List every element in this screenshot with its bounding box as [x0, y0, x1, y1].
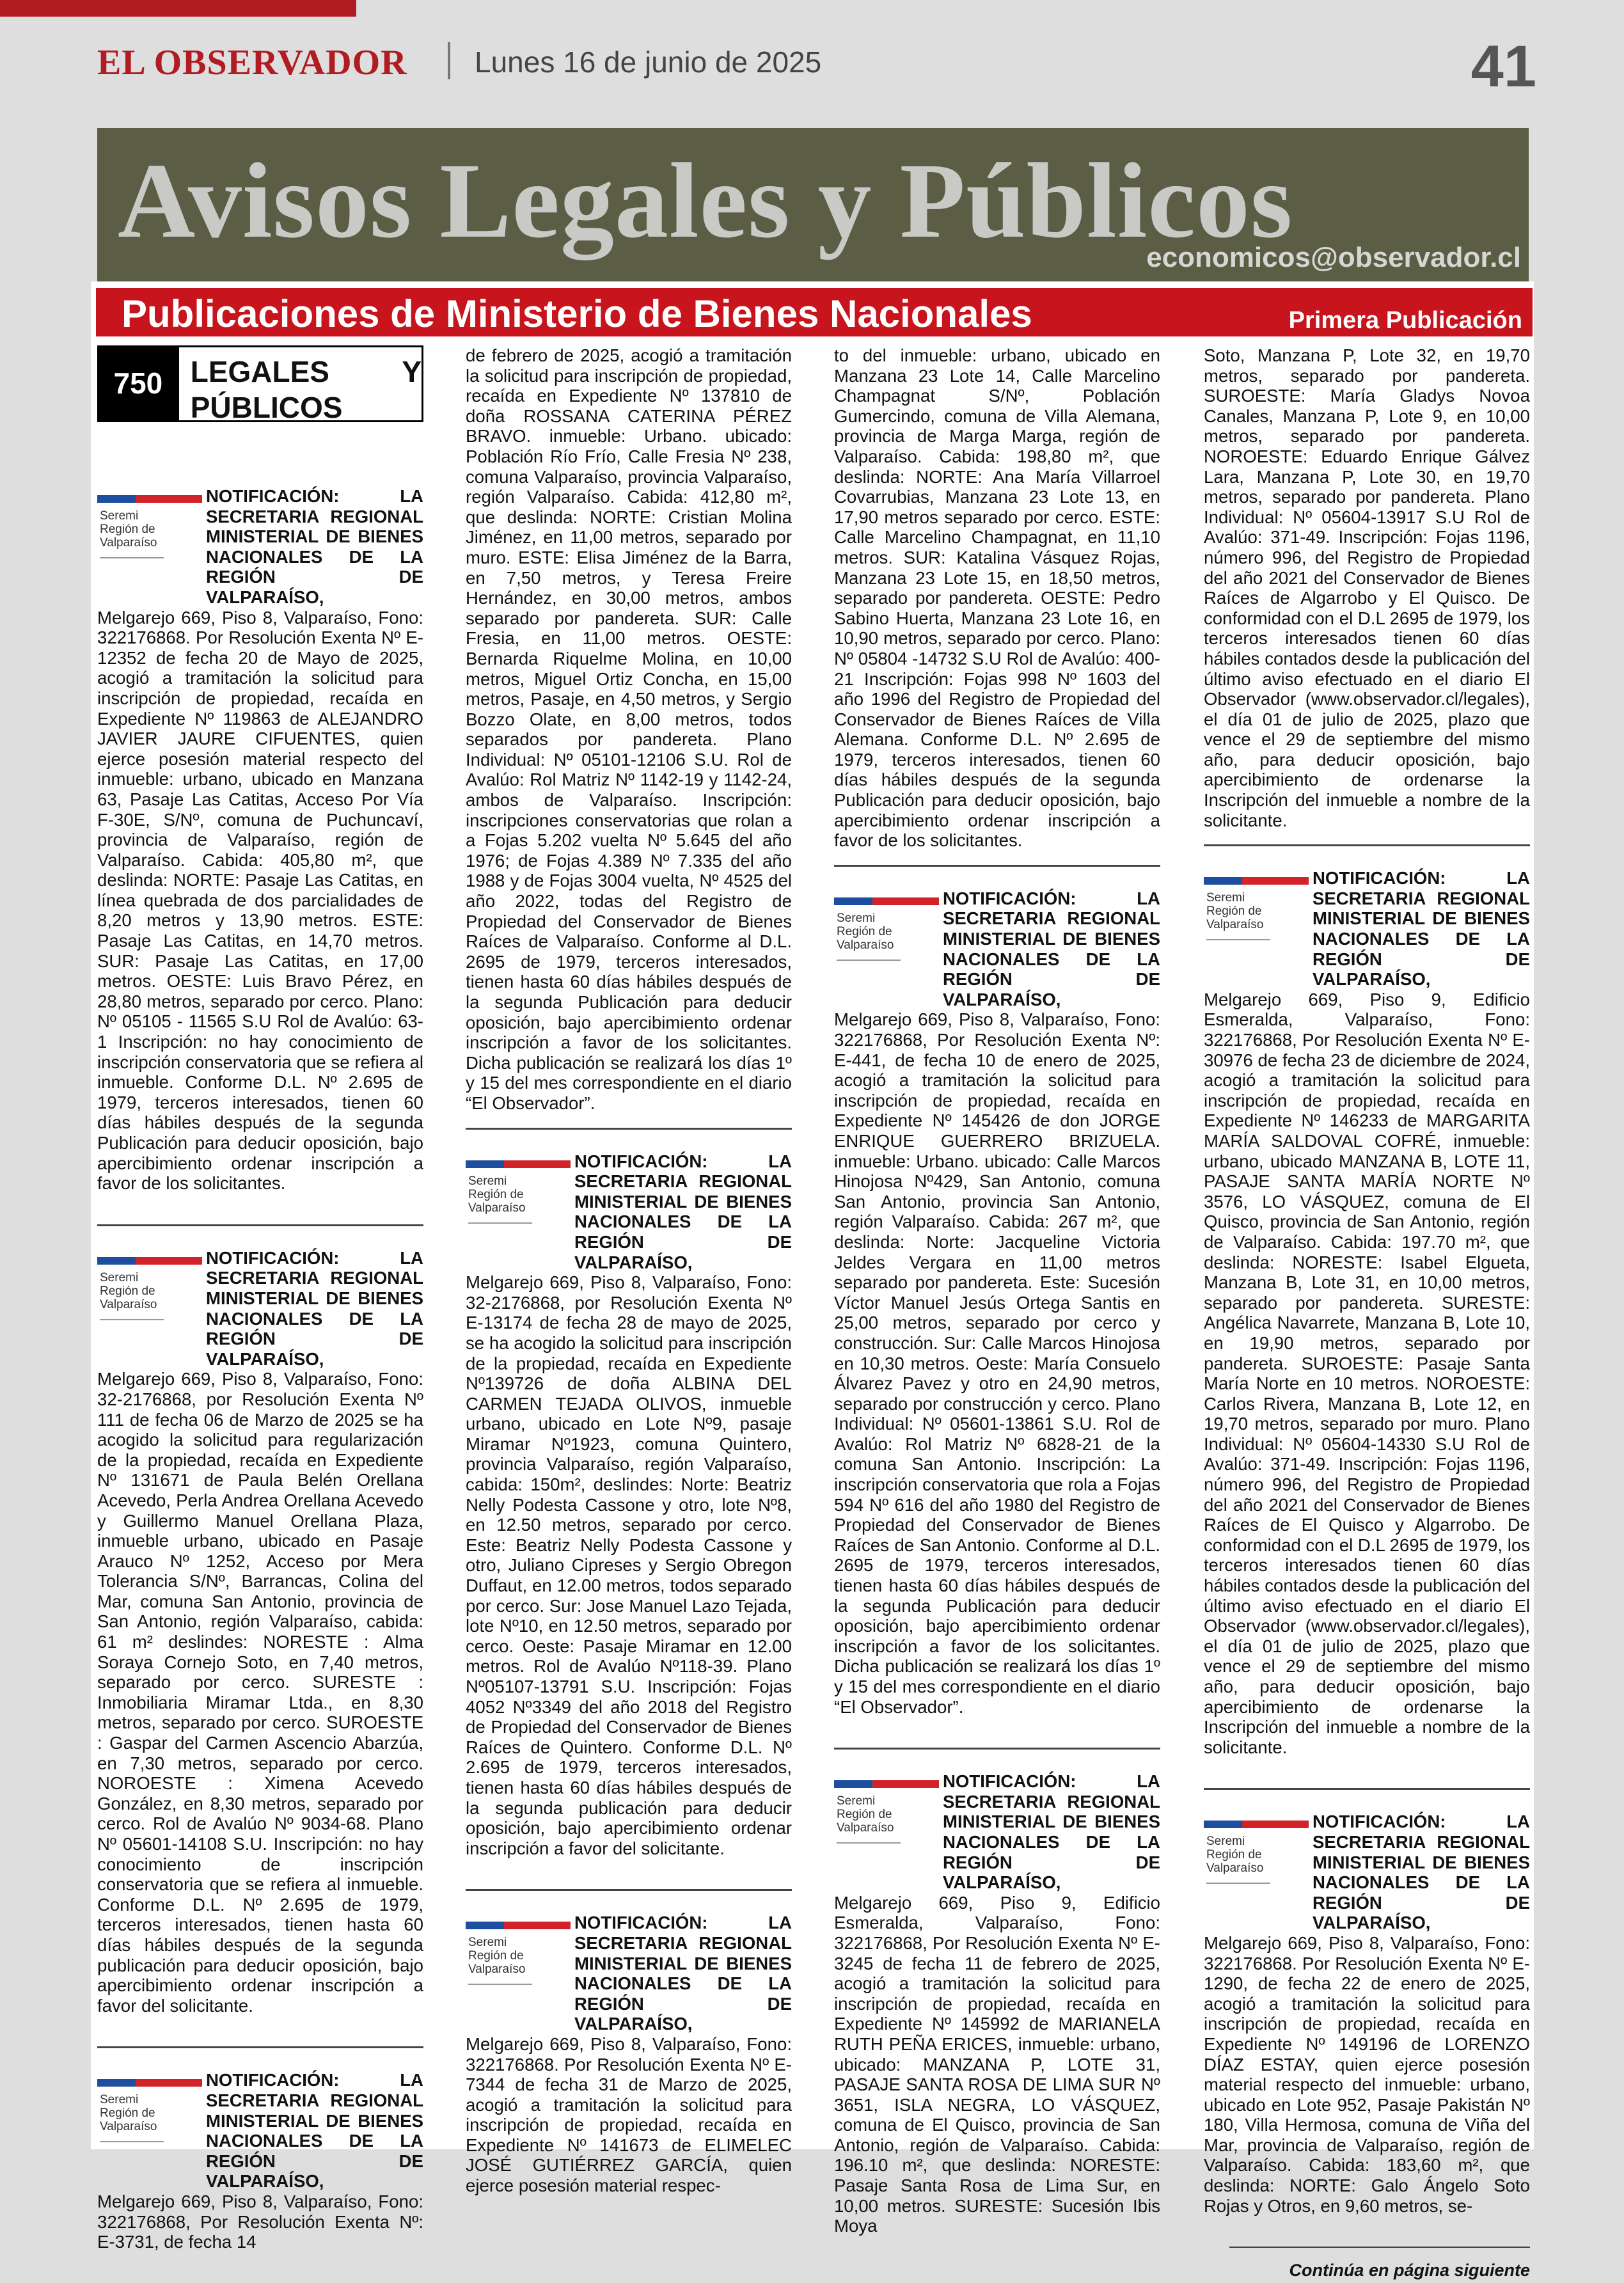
- chile-flag-icon: [97, 1257, 202, 1265]
- chile-flag-icon: [97, 495, 202, 503]
- notice-title: NOTIFICACIÓN: LA SECRETARIA REGIONAL MINISTERIAL DE BIENES NACIONALES DE LA REGIÓN DE VALPARAÍSO,: [1313, 1812, 1530, 1933]
- column-3: [834, 345, 1160, 2267]
- page-number: 41: [1470, 34, 1536, 99]
- banner-email: economicos@observador.cl: [1146, 242, 1521, 273]
- notice-title: NOTIFICACIÓN: LA SECRETARIA REGIONAL MINISTERIAL DE BIENES NACIONALES DE LA REGIÓN DE VALPARAÍSO,: [943, 888, 1160, 1009]
- notice-body-continued: to del inmueble: urbano, ubicado en Manzana 23 Lote 14, Calle Marcelino Champagnat S/Nº, Población Gumercindo, comuna de Villa Alemana, provincia de Marga Marga, región de Valparaíso. Cabida: 198,80 m², que deslinda: NORTE: Ana María Villarroel Covarrubias, Manzana 23 Lote 13, en 17,90 metros separado por cerco. ESTE: Calle Marcelino Champagnat, en 11,10 metros. SUR: Katalina Vásquez Rojas, Manzana 23 Lote 15, en 18,50 metros, separado por pandereta. OESTE: Pedro Sabino Huerta, Manzana 23 Lote 16, en 10,90 metros, separado por cerco. Plano: Nº 05804 -14732 S.U Rol de Avalúo: 400-21 Inscripción: Fojas 998 Nº 1603 del año 1996 del Registro de Propiedad del Conservador de Bienes Raíces de Villa Alemana. Conforme D.L. Nº 2.695 de 1979, terceros interesados, tienen 60 días hábiles después de la segunda Publicación para deducir oposición, bajo apercibimiento ordenar inscripción a favor de los solicitantes.: [834, 345, 1160, 851]
- seremi-logo: Seremi Región de Valparaíso: [834, 889, 943, 1010]
- chile-flag-icon: [1204, 877, 1309, 885]
- notice-divider: [97, 1224, 423, 1226]
- legal-notice: [97, 1248, 423, 2016]
- seremi-logo: Seremi Región de Valparaíso: [1204, 868, 1313, 990]
- chile-flag-icon: [834, 1780, 939, 1788]
- seremi-logo: Seremi Región de Valparaíso: [97, 2070, 206, 2192]
- notice-body-continued: Soto, Manzana P, Lote 32, en 19,70 metros, separado por pandereta. SUROESTE: María Gladys Novoa Canales, Manzana P, Lote 9, en 10,00 metros, separado por pandereta. NOROESTE: Eduardo Enrique Gálvez Lara, Manzana P, Lote 30, en 19,70 metros, separado por pandereta. Plano Individual: Nº 05604-13917 S.U Rol de Avalúo: 371-49. Inscripción: Fojas 1196, número 996, del Registro de Propiedad del año 2021 del Conservador de Bienes Raíces de Algarrobo y El Quisco. De conformidad con el D.L 2695 de 1979, los terceros interesados tienen 60 días hábiles contados desde la publicación del último aviso efectuado en el diario El Observador (www.observador.cl/legales), el día 01 de julio de 2025, plazo que vence el 29 de septiembre del mismo año, para deducir oposición, bajo apercibimiento de ordenarse la Inscripción del inmueble a nombre de la solicitante.: [1204, 345, 1530, 830]
- masthead: [97, 34, 1536, 99]
- notice-title: NOTIFICACIÓN: LA SECRETARIA REGIONAL MINISTERIAL DE BIENES NACIONALES DE LA REGIÓN DE VALPARAÍSO,: [574, 1151, 792, 1272]
- chile-flag-icon: [466, 1922, 571, 1929]
- notice-body: Melgarejo 669, Piso 8, Valparaíso, Fono: 322176868. Por Resolución Exenta Nº E-12352 de fecha 20 de Mayo de 2025, acogió a tramitación la solicitud para inscripción de propiedad, recaída en Expediente Nº 119863 de ALEJANDRO JAVIER JAURE CIFUENTES, quien ejerce posesión material respecto del inmueble: urbano, ubicado en Manzana 63, Pasaje Las Catitas, Acceso Por Vía F-30E, S/Nº, comuna de Puchuncaví, provincia de Valparaíso, región de Valparaíso. Cabida: 405,80 m², que deslinda: NORTE: Pasaje Las Catitas, en línea quebrada de dos parcialidades de 8,20 metros y 13,90 metros. ESTE: Pasaje Las Catitas, en 14,70 metros. SUR: Pasaje Las Catitas, en 17,00 metros. OESTE: Luis Bravo Pérez, en 28,80 metros, separado por cerco. Plano: Nº 05105 - 11565 S.U Rol de Avalúo: 63-1 Inscripción: no hay conocimiento de inscripción conservatoria que se refiera al inmueble. Conforme D.L. Nº 2.695 de 1979, terceros interesados, tienen 60 días hábiles después de la segunda Publicación para deducir oposición, bajo apercibimiento ordenar inscripción a favor de los solicitantes.: [97, 607, 423, 1194]
- notice-divider: [834, 865, 1160, 867]
- top-accent-bar: [0, 0, 356, 17]
- banner-title: Avisos Legales y Públicos: [118, 141, 1293, 260]
- legal-notice: [1204, 868, 1530, 1757]
- section-banner: [97, 128, 1529, 281]
- notice-divider: [834, 1748, 1160, 1750]
- chile-flag-icon: [1204, 1821, 1309, 1828]
- column-4: [1204, 345, 1530, 2281]
- page-content: [91, 281, 1534, 2280]
- notice-body: Melgarejo 669, Piso 8, Valparaíso, Fono: 322176868. Por Resolución Exenta Nº E-1290, de fecha 22 de enero de 2025, acogió a tramitación la solicitud para inscripción de propiedad, recaída en Expediente Nº 149196 de LORENZO DÍAZ ESTAY, quien ejerce posesión material respecto del inmueble: urbano, ubicado en Lote 952, Pasaje Pakistán Nº 180, Villa Hermosa, comuna de Viña del Mar, provincia de Valparaíso, región de Valparaíso. Cabida: 183,60 m², que deslinda: NORTE: Galo Ángelo Soto Rojas y Otros, en 9,60 metros, se-: [1204, 1932, 1530, 2216]
- publication-header-title: Publicaciones de Ministerio de Bienes Nacionales: [122, 292, 1032, 335]
- continue-divider: [1229, 2247, 1530, 2248]
- column-1: [97, 345, 423, 2283]
- notice-body: Melgarejo 669, Piso 9, Edificio Esmeralda, Valparaíso, Fono: 322176868, Por Resolución Exenta Nº E-30976 de fecha 23 de diciembre de 2024, acogió a tramitación la solicitud para inscripción de propiedad, recaída en Expediente Nº 146233 de MARGARITA MARÍA SALDOVAL COFRÉ, inmueble: urbano, ubicado MANZANA B, LOTE 11, PASAJE SANTA MARÍA NORTE Nº 3576, LO VÁSQUEZ, comuna de El Quisco, provincia de San Antonio, región de Valparaíso. Cabida: 197.70 m², que deslinda: NORESTE: Isabel Elgueta, Manzana B, Lote 31, en 10,00 metros, separado por pandereta. SURESTE: Angélica Navarrete, Manzana B, Lote 10, en 19,90 metros, separado por pandereta. SUROESTE: Pasaje Santa María Norte en 10 metros. NOROESTE: Carlos Rivera, Manzana B, Lote 12, en 19,70 metros, separado por muro. Plano Individual: Nº 05604-14330 S.U Rol de Avalúo: 371-49. Inscripción: Fojas 1196, número 996, del Registro de Propiedad del año 2021 del Conservador de Bienes Raíces de El Quisco y Algarrobo. De conformidad con el D.L 2695 de 1979, los terceros interesados tienen 60 días hábiles contados desde la publicación del último aviso efectuado en el diario El Observador (www.observador.cl/legales), el día 01 de julio de 2025, plazo que vence el 29 de septiembre del mismo año, para deducir oposición, bajo apercibimiento de ordenarse la Inscripción del inmueble a nombre de la solicitante.: [1204, 989, 1530, 1757]
- seremi-logo: Seremi Región de Valparaíso: [834, 1771, 943, 1893]
- notice-body: Melgarejo 669, Piso 8, Valparaíso, Fono: 32-2176868, por Resolución Exenta Nº E-13174 de fecha 28 de mayo de 2025, se ha acogido la solicitud para inscripción de la propiedad, recaída en Expediente Nº139726 de doña ALBINA DEL CARMEN TEJADA OLIVOS, inmueble urbano, ubicado en Lote Nº9, pasaje Miramar Nº1923, comuna Quintero, provincia Valparaíso, región Valparaíso, cabida: 150m², deslindes: Norte: Beatriz Nelly Podesta Cassone y otro, lote Nº8, en 12.50 metros, separado por cerco. Este: Beatriz Nelly Podesta Cassone y otro, Juliano Cipreses y Sergio Obregon Duffaut, en 12.00 metros, todos separado por cerco. Sur: Jose Manuel Lazo Tejada, lote Nº10, en 12.50 metros, separado por cerco. Oeste: Pasaje Miramar en 12.00 metros. Rol de Avalúo Nº118-39. Plano Nº05107-13791 S.U. Inscripción: Fojas 4052 Nº3349 del año 2018 del Registro de Propiedad del Conservador de Bienes Raíces de Quintero. Conforme D.L. Nº 2.695 de 1979, terceros interesados, tienen hasta 60 días hábiles después de la segunda publicación para deducir oposición, bajo apercibimiento ordenar inscripción a favor del solicitante.: [466, 1272, 792, 1858]
- seremi-logo: Seremi Región de Valparaíso: [466, 1151, 574, 1273]
- column-2: [466, 345, 792, 2227]
- section-number: 750: [97, 345, 179, 422]
- notice-title: NOTIFICACIÓN: LA SECRETARIA REGIONAL MINISTERIAL DE BIENES NACIONALES DE LA REGIÓN DE VALPARAÍSO,: [206, 486, 423, 607]
- issue-date: Lunes 16 de junio de 2025: [475, 45, 822, 79]
- notice-title: NOTIFICACIÓN: LA SECRETARIA REGIONAL MINISTERIAL DE BIENES NACIONALES DE LA REGIÓN DE VALPARAÍSO,: [943, 1771, 1160, 1893]
- legal-notice: [834, 889, 1160, 1717]
- classified-section-header: [97, 345, 423, 422]
- notice-title: NOTIFICACIÓN: LA SECRETARIA REGIONAL MINISTERIAL DE BIENES NACIONALES DE LA REGIÓN DE VALPARAÍSO,: [574, 1913, 792, 2034]
- notice-body: Melgarejo 669, Piso 8, Valparaíso, Fono: 322176868, Por Resolución Exenta Nº: E-441, de fecha 10 de enero de 2025, acogió a tramitación la solicitud para inscripción de propiedad, recaída en Expediente Nº 145426 de don JORGE ENRIQUE GUERRERO BRIZUELA. inmueble: Urbano. ubicado: Calle Marcos Hinojosa Nº429, San Antonio, comuna San Antonio, provincia San Antonio, región Valparaíso. Cabida: 267 m², que deslinda: Norte: Jacqueline Victoria Jeldes Vergara en 11,00 metros separado por pandereta. Este: Sucesión Víctor Manuel Jesús Ortega Santis en 25,00 metros, separado por cerco y construcción. Sur: Calle Marcos Hinojosa en 10,30 metros. Oeste: María Consuelo Álvarez Pavez y otro en 24,90 metros, separado por construcción y cerco. Plano Individual: Nº 05601-13861 S.U. Rol de Avalúo: Rol Matriz Nº 6828-21 de la comuna San Antonio. Inscripción: La inscripción conservatoria que rola a Fojas 594 Nº 616 del año 1980 del Registro de Propiedad del Conservador de Bienes Raíces de San Antonio. Conforme al D.L. 2695 de 1979, terceros interesados, tienen hasta 60 días hábiles después de la segunda Publicación para deducir oposición, bajo apercibimiento ordenar inscripción a favor de los solicitantes. Dicha publicación se realizará los días 1º y 15 del mes correspondiente en el diario “El Observador”.: [834, 1009, 1160, 1717]
- notice-divider: [466, 1889, 792, 1891]
- notice-title: NOTIFICACIÓN: LA SECRETARIA REGIONAL MINISTERIAL DE BIENES NACIONALES DE LA REGIÓN DE VALPARAÍSO,: [1313, 868, 1530, 990]
- legal-notice: [1204, 1812, 1530, 2216]
- notice-body: Melgarejo 669, Piso 8, Valparaíso, Fono: 32-2176868, por Resolución Exenta Nº 111 de fecha 06 de Marzo de 2025 se ha acogido la solicitud para regularización de la propiedad, recaída en Expediente Nº 131671 de Paula Belén Orellana Acevedo, Perla Andrea Orellana Acevedo y Guillermo Manuel Orellana Plaza, inmueble urbano, ubicado en Pasaje Arauco Nº 1252, Acceso por Mera Tolerancia S/Nº, Barrancas, Colina del Mar, comuna San Antonio, provincia de San Antonio, región Valparaíso, cabida: 61 m² deslindes: NORESTE : Alma Soraya Cornejo Soto, en 7,40 metros, separado por cerco. SURESTE : Inmobiliaria Miramar Ltda., en 8,30 metros, separado por cerco. SUROESTE : Gaspar del Carmen Ascencio Abarzúa, en 7,30 metros, separado por cerco. NOROESTE : Ximena Acevedo González, en 8,30 metros, separado por cerco. Rol de Avalúo Nº 9034-68. Plano Nº 05601-14108 S.U. Inscripción: no hay conocimiento de inscripción conservatoria que se refiera al inmueble. Conforme D.L. Nº 2.695 de 1979, terceros interesados, tienen hasta 60 días hábiles después de la segunda publicación para deducir oposición, bajo apercibimiento ordenar inscripción a favor del solicitante.: [97, 1369, 423, 2016]
- seremi-logo: Seremi Región de Valparaíso: [1204, 1812, 1313, 1933]
- notice-divider: [97, 2046, 423, 2048]
- newspaper-brand: EL OBSERVADOR: [97, 43, 407, 83]
- chile-flag-icon: [97, 2079, 202, 2087]
- publication-status: Primera Publicación: [1288, 307, 1522, 334]
- legal-notice: [466, 1913, 792, 2195]
- chile-flag-icon: [834, 897, 939, 905]
- legal-notice: [834, 1771, 1160, 2236]
- notice-body-continued: de febrero de 2025, acogió a tramitación la solicitud para inscripción de propiedad, recaída en Expediente Nº 137810 de doña ROSSANA CATERINA PÉREZ BRAVO. inmueble: Urbano. ubicado: Población Río Frío, Calle Fresia Nº 238, comuna Valparaíso, provincia Valparaíso, región Valparaíso. Cabida: 412,80 m², que deslinda: NORTE: Cristian Molina Jiménez, en 11,00 metros, separado por muro. ESTE: Elisa Jiménez de la Barra, en 7,50 metros, y Teresa Freire Hernández, en 30,00 metros, ambos separado por pandereta. SUR: Calle Fresia, en 11,00 metros. OESTE: Bernarda Riquelme Molina, en 10,00 metros, Miguel Ortiz Concha, en 15,00 metros, Pasaje, en 4,50 metros, y Sergio Bozzo Olate, en 8,00 metros, todos separados por pandereta. Plano Individual: Nº 05101-12106 S.U. Rol de Avalúo: Rol Matriz Nº 1142-19 y 1142-24, ambos de Valparaíso. Inscripción: inscripciones conservatorias que rolan a a Fojas 5.202 vuelta Nº 5.645 del año 1976; de Fojas 4.389 Nº 7.335 del año 1988 y de Fojas 3004 vuelta, Nº 4525 del año 2022, todas del Registro de Propiedad del Conservador de Bienes Raíces de Valparaíso. Conforme al D.L. 2695 de 1979, terceros interesados, tienen hasta 60 días hábiles después de la segunda Publicación para deducir oposición, bajo apercibimiento ordenar inscripción a favor de los solicitantes. Dicha publicación se realizará los días 1º y 15 del mes correspondiente en el diario “El Observador”.: [466, 345, 792, 1113]
- section-title: LEGALES Y PÚBLICOS: [179, 345, 423, 422]
- legal-notice: [97, 486, 423, 1194]
- notice-divider: [1204, 844, 1530, 846]
- legal-notice: [97, 2070, 423, 2252]
- notice-divider: [1204, 1788, 1530, 1790]
- publication-header-bar: [96, 288, 1533, 336]
- seremi-logo: Seremi Región de Valparaíso: [466, 1913, 574, 2034]
- seremi-logo: Seremi Región de Valparaíso: [97, 1248, 206, 1370]
- notice-body: Melgarejo 669, Piso 9, Edificio Esmeralda, Valparaíso, Fono: 322176868, Por Resolución Exenta Nº E-3245 de fecha 11 de febrero de 2025, acogió a tramitación la solicitud para inscripción de propiedad, recaída en Expediente Nº 145992 de MARIANELA RUTH PEÑA ERICES, inmueble: urbano, ubicado: MANZANA P, LOTE 31, PASAJE SANTA ROSA DE LIMA SUR Nº 3651, ISLA NEGRA, LO VÁSQUEZ, comuna de El Quisco, provincia de San Antonio, región de Valparaíso. Cabida: 196.10 m², que deslinda: NORESTE: Pasaje Santa Rosa de Lima Sur, en 10,00 metros. SURESTE: Sucesión Ibis Moya: [834, 1892, 1160, 2236]
- legal-notice: [466, 1151, 792, 1859]
- notice-title: NOTIFICACIÓN: LA SECRETARIA REGIONAL MINISTERIAL DE BIENES NACIONALES DE LA REGIÓN DE VALPARAÍSO,: [206, 1247, 423, 1369]
- chile-flag-icon: [466, 1160, 571, 1168]
- notice-divider: [466, 1128, 792, 1130]
- seremi-logo: Seremi Región de Valparaíso: [97, 486, 206, 608]
- notice-title: NOTIFICACIÓN: LA SECRETARIA REGIONAL MINISTERIAL DE BIENES NACIONALES DE LA REGIÓN DE VALPARAÍSO,: [206, 2070, 423, 2192]
- continued-next-page-note: Continúa en página siguiente: [1289, 2261, 1530, 2280]
- notice-body: Melgarejo 669, Piso 8, Valparaíso, Fono: 322176868. Por Resolución Exenta Nº E-7344 de fecha 31 de Marzo de 2025, acogió a tramitación la solicitud para inscripción de propiedad, recaída en Expediente Nº 141673 de ELIMELEC JOSÉ GUTIÉRREZ GARCÍA, quien ejerce posesión material respec-: [466, 2034, 792, 2196]
- notice-body: Melgarejo 669, Piso 8, Valparaíso, Fono: 322176868, Por Resolución Exenta Nº: E-3731, de fecha 14: [97, 2191, 423, 2252]
- masthead-separator: [448, 42, 450, 79]
